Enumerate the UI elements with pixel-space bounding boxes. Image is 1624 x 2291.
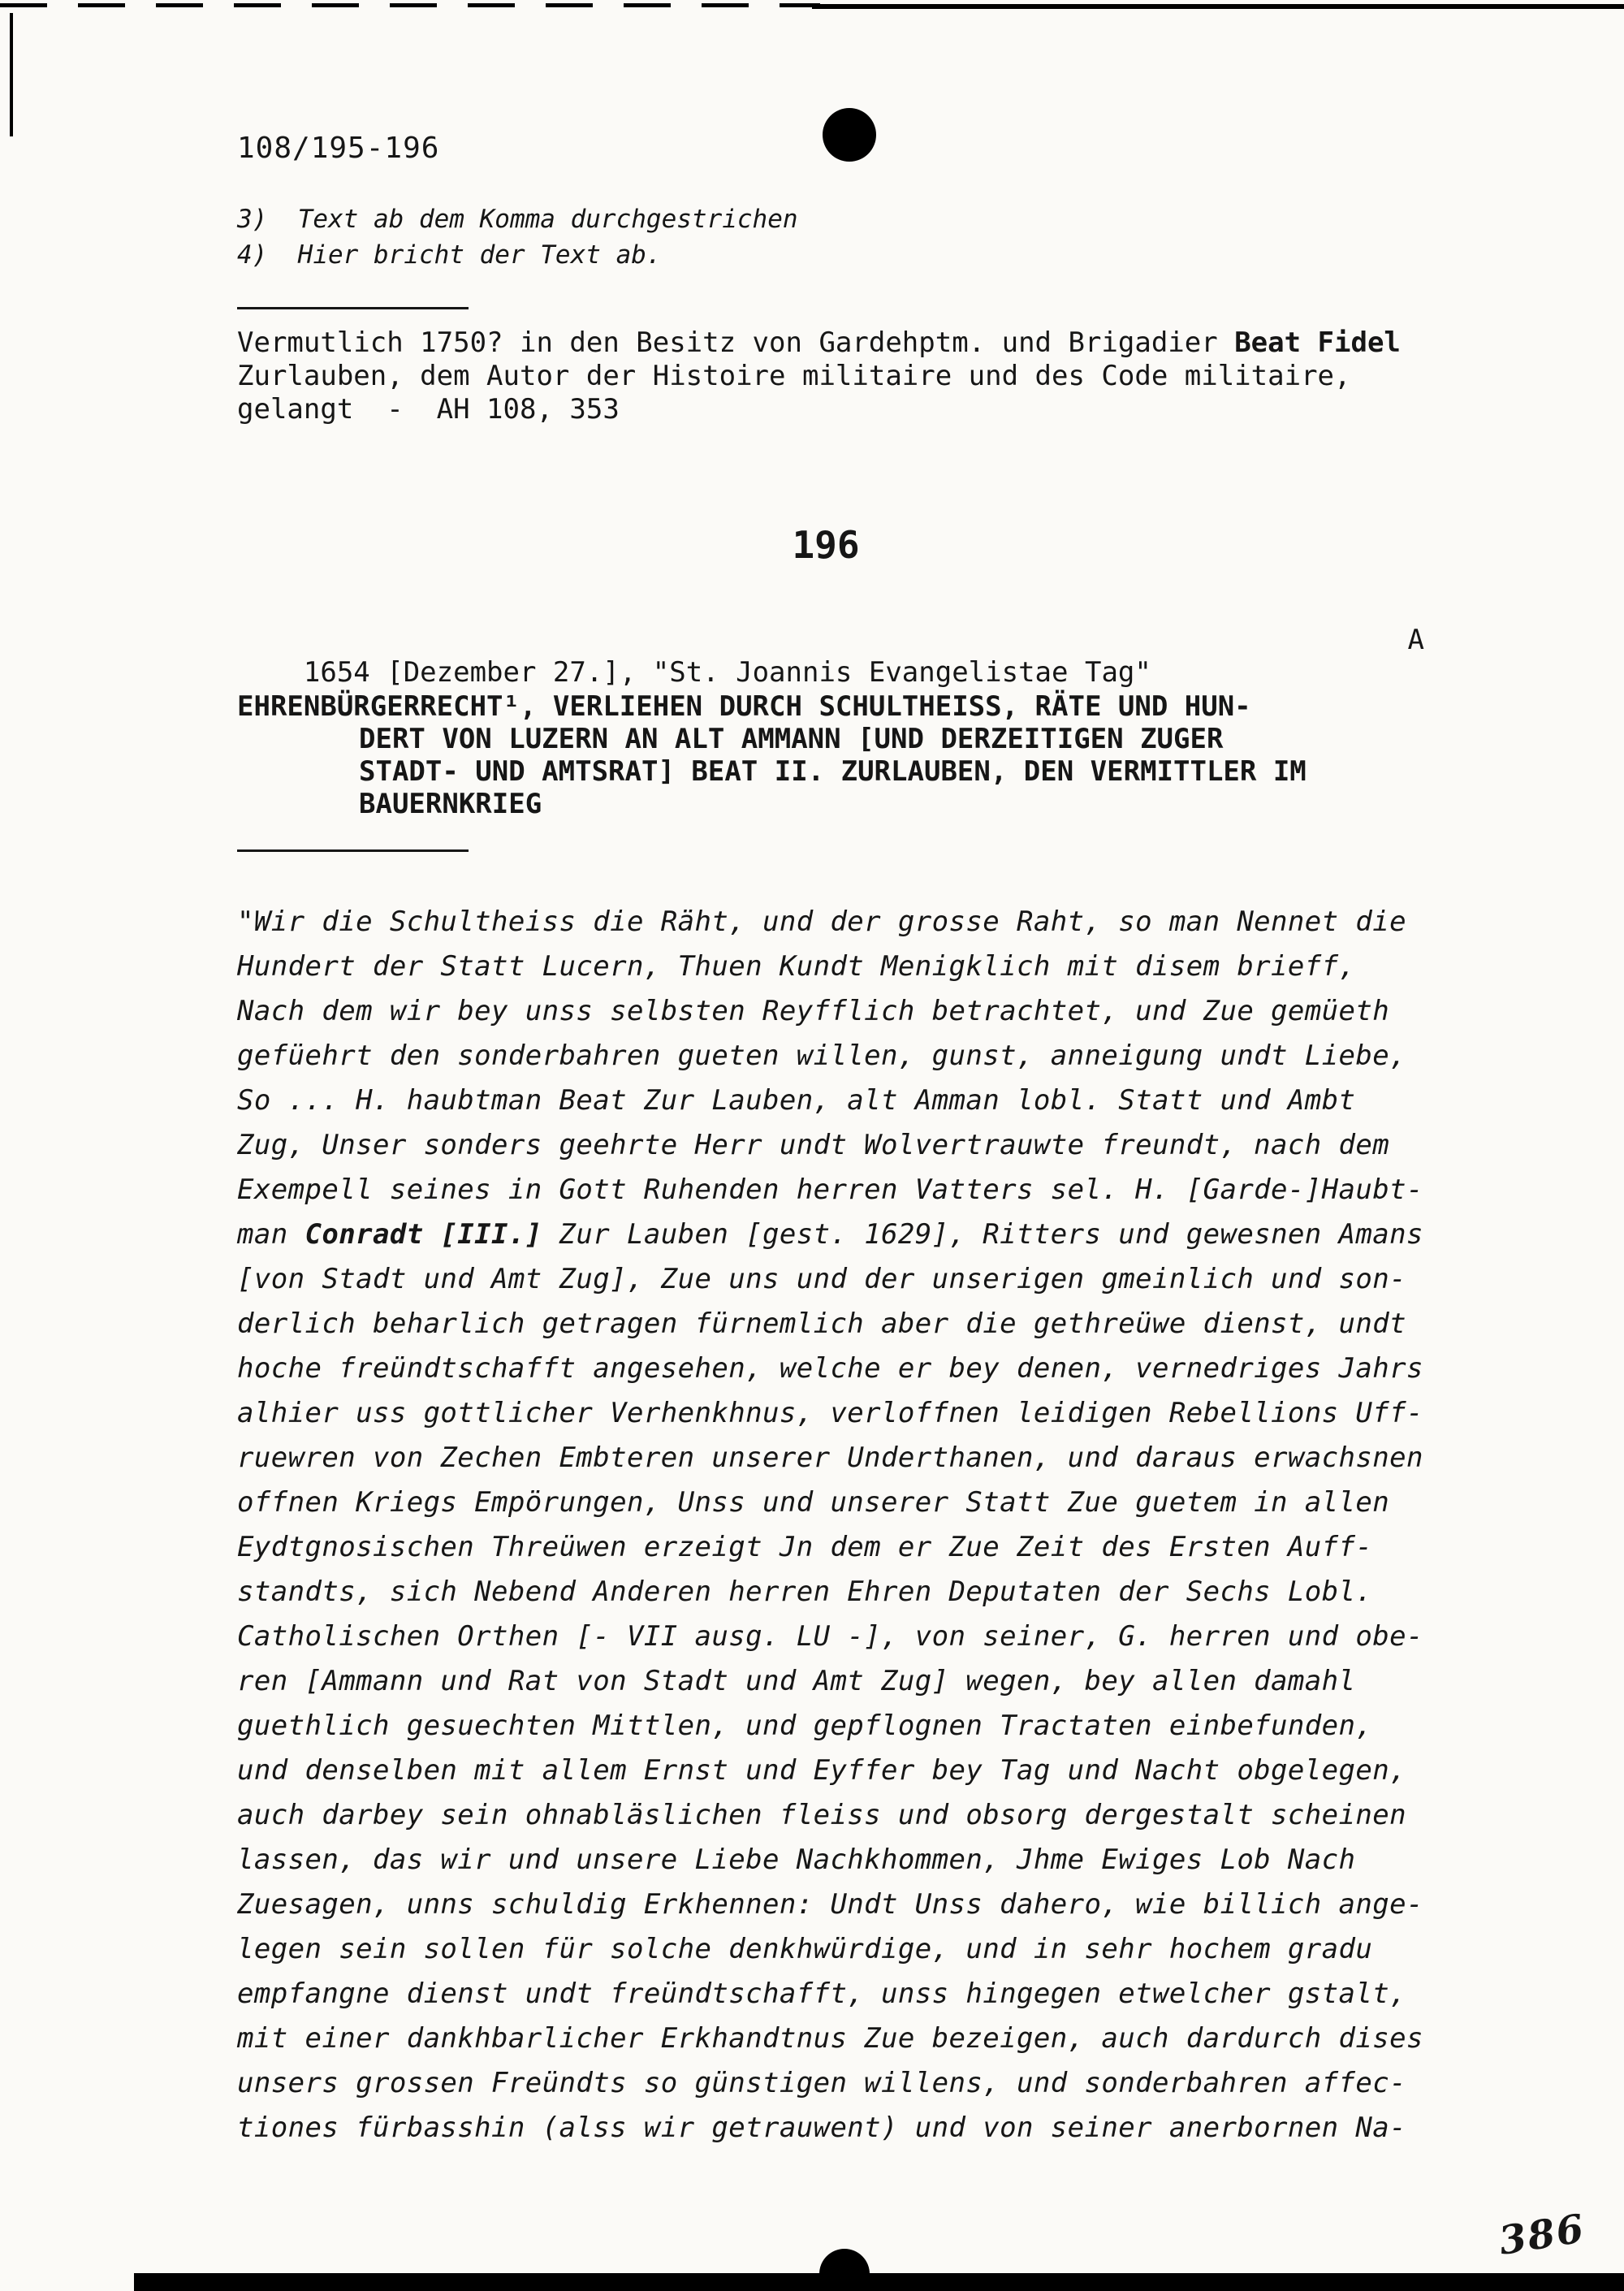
- body-line: man Conradt [III.] Zur Lauben [gest. 1629], Ritters und gewesnen Amans: [237, 1218, 1423, 1251]
- footnote-line: 3) Text ab dem Komma durchgestrichen: [237, 205, 798, 234]
- body-line: Hundert der Statt Lucern, Thuen Kundt Menigklich mit disem brieff,: [237, 950, 1356, 983]
- scan-artifact-top-edge-solid: [812, 4, 1624, 9]
- body-line: auch darbey sein ohnabläslichen fleiss und obsorg dergestalt scheinen: [237, 1799, 1407, 1831]
- body-line: tiones fürbasshin (alss wir getrauwent) und von seiner anerbornen Na-: [237, 2112, 1407, 2144]
- body-line: empfangne dienst undt freündtschafft, unss hingegen etwelcher gstalt,: [237, 1978, 1407, 2010]
- body-line: standts, sich Nebend Anderen herren Ehren Deputaten der Sechs Lobl.: [237, 1576, 1373, 1608]
- body-line: So ... H. haubtman Beat Zur Lauben, alt Amman lobl. Statt und Ambt: [237, 1084, 1356, 1117]
- scan-artifact-top-edge: [0, 3, 820, 7]
- divider-rule-body: [237, 849, 469, 852]
- body-line: Zug, Unser sonders geehrte Herr undt Wolvertrauwte freundt, nach dem: [237, 1129, 1390, 1161]
- provenance-note: [237, 326, 1401, 426]
- body-line: und denselben mit allem Ernst und Eyffer bey Tag und Nacht obgelegen,: [237, 1754, 1407, 1787]
- body-line: Zuesagen, unns schuldig Erkhennen: Undt Unss dahero, wie billich ange-: [237, 1888, 1423, 1921]
- body-line: alhier uss gottlicher Verhenkhnus, verloffnen leidigen Rebellions Uff-: [237, 1397, 1423, 1429]
- body-line: gefüehrt den sonderbahren gueten willen, gunst, anneigung undt Liebe,: [237, 1040, 1407, 1072]
- scan-artifact-left-edge: [10, 13, 13, 136]
- provenance-line: Vermutlich 1750? in den Besitz von Gardehptm. und Brigadier Beat Fidel: [237, 326, 1401, 359]
- title-block: [237, 690, 1307, 820]
- divider-rule-top: [237, 307, 469, 309]
- body-line: guethlich gesuechten Mittlen, und gepflognen Tractaten einbefunden,: [237, 1710, 1373, 1742]
- body-line: legen sein sollen für solche denkhwürdige, und in sehr hochem gradu: [237, 1933, 1373, 1965]
- title-line: EHRENBÜRGERRECHT¹, VERLIEHEN DURCH SCHULTHEISS, RÄTE UND HUN-: [237, 690, 1251, 723]
- punch-hole-top: [823, 108, 876, 162]
- body-line: ren [Ammann und Rat von Stadt und Amt Zug] wegen, bey allen damahl: [237, 1665, 1356, 1697]
- footnotes: [237, 201, 798, 273]
- body-line: offnen Kriegs Empörungen, Unss und unserer Statt Zue guetem in allen: [237, 1486, 1390, 1519]
- body-line: Eydtgnosischen Threüwen erzeigt Jn dem er Zue Zeit des Ersten Auff-: [237, 1531, 1373, 1563]
- body-line: Exempell seines in Gott Ruhenden herren Vatters sel. H. [Garde-]Haubt-: [237, 1174, 1423, 1206]
- dateline-text: 1654 [Dezember 27.], "St. Joannis Evangelistae Tag": [303, 656, 1151, 689]
- provenance-line: Zurlauben, dem Autor der Histoire militaire und des Code militaire,: [237, 360, 1351, 392]
- body-line: "Wir die Schultheiss die Räht, und der grosse Raht, so man Nennet die: [237, 906, 1407, 938]
- document-number-heading: 196: [792, 523, 860, 567]
- title-line: BAUERNKRIEG: [359, 788, 542, 820]
- body-line: ruewren von Zechen Embteren unserer Underthanen, und daraus erwachsnen: [237, 1442, 1423, 1474]
- footnote-line: 4) Hier bricht der Text ab.: [237, 240, 662, 270]
- body-line: lassen, das wir und unsere Liebe Nachkhommen, Jhme Ewiges Lob Nach: [237, 1844, 1356, 1876]
- body-line: Catholischen Orthen [- VII ausg. LU -], von seiner, G. herren und obe-: [237, 1620, 1423, 1653]
- body-line: derlich beharlich getragen fürnemlich aber die gethreüwe dienst, undt: [237, 1308, 1407, 1340]
- marginal-letter: A: [1407, 624, 1424, 656]
- provenance-line: gelangt - AH 108, 353: [237, 393, 620, 426]
- title-line: DERT VON LUZERN AN ALT AMMANN [UND DERZEITIGEN ZUGER: [359, 723, 1224, 755]
- body-text: [237, 900, 1423, 2151]
- body-line: hoche freündtschafft angesehen, welche er bey denen, vernedriges Jahrs: [237, 1352, 1423, 1385]
- body-line: mit einer dankhbarlicher Erkhandtnus Zue bezeigen, auch dardurch dises: [237, 2022, 1423, 2055]
- handwritten-page-number: 386: [1496, 2206, 1588, 2264]
- body-line: [von Stadt und Amt Zug], Zue uns und der unserigen gmeinlich und son-: [237, 1263, 1407, 1295]
- title-line: STADT- UND AMTSRAT] BEAT II. ZURLAUBEN, DEN VERMITTLER IM: [359, 755, 1307, 788]
- scan-artifact-bottom-bar: [134, 2273, 1624, 2291]
- body-line: Nach dem wir bey unss selbsten Reyfflich betrachtet, und Zue gemüeth: [237, 995, 1390, 1027]
- page-reference: 108/195-196: [237, 132, 440, 165]
- body-line: unsers grossen Freündts so günstigen willens, und sonderbahren affec-: [237, 2067, 1407, 2099]
